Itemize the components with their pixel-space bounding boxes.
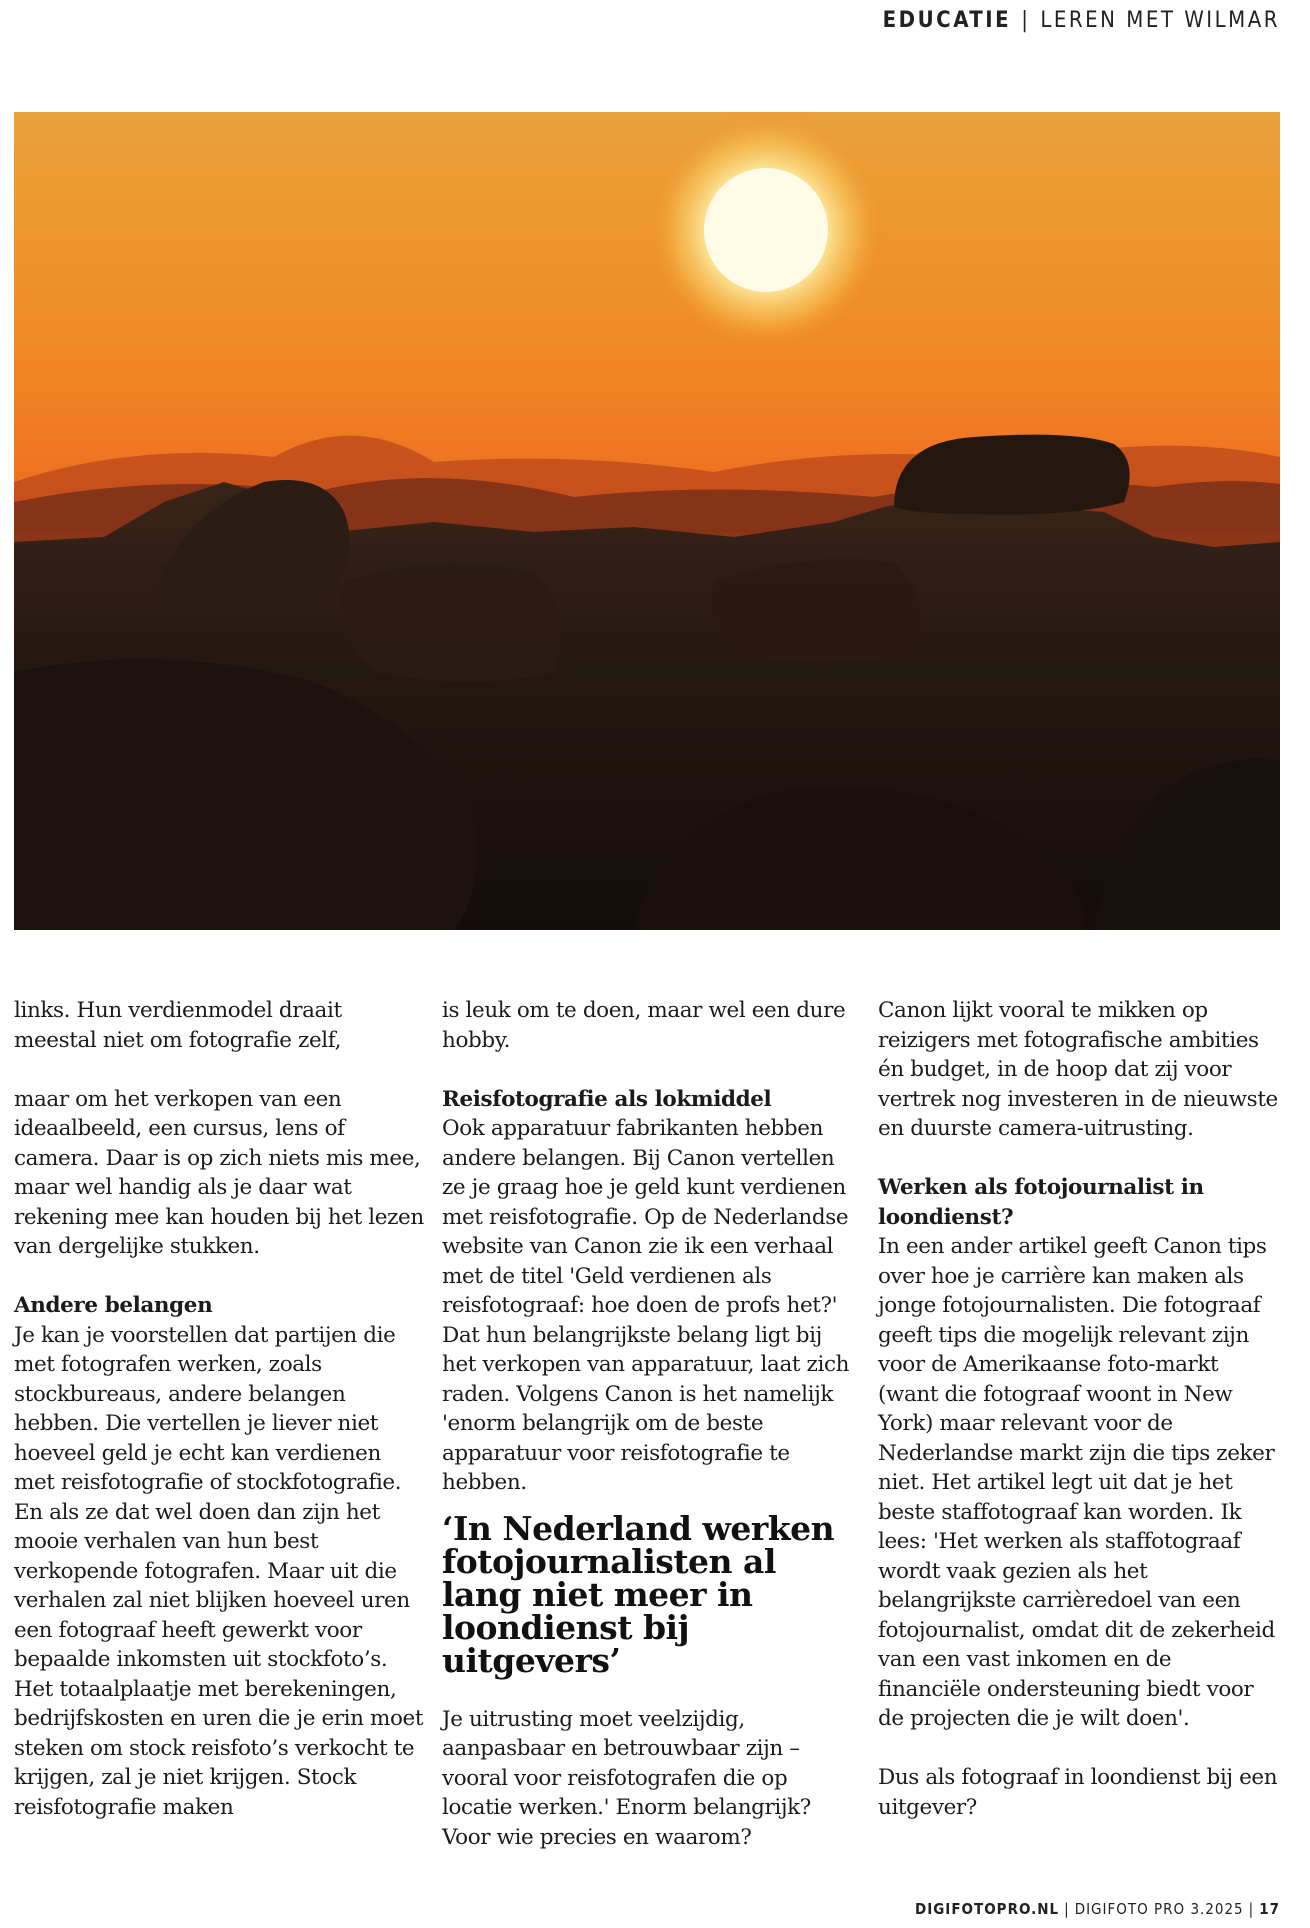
subheading-reisfotografie: Reisfotografie als lokmiddel [442,1086,772,1112]
subsection-label: LEREN MET WILMAR [1040,8,1280,33]
footer-separator-1: | [1064,1900,1070,1918]
footer-separator-2: | [1248,1900,1255,1918]
mid-boulder [342,564,561,682]
footer-magazine: DIGIFOTO PRO 3.2025 [1074,1900,1244,1918]
sunset-photo [14,112,1280,930]
section-label: EDUCATIE [882,8,1012,33]
col2-paragraph-2: Ook apparatuur fabrikanten hebben andere belangen. Bij Canon vertellen ze je graag hoe je geld kunt verdienen met reisfotografie. Op de Nederlandse website van Canon zie ik een verhaal met de titel 'Geld verdienen als reisfotograaf: hoe doen de profs het?' Dat hun belangrijkste belang ligt bij het verkopen van apparatuur, laat zich raden. Volgens Canon is het namelijk 'enorm belangrijk om de beste apparatuur voor reisfotografie te hebben. [442,1116,850,1495]
col1-paragraph-1: links. Hun verdienmodel draait meestal niet om fotografie zelf, [14,998,342,1053]
col2-paragraph-3: Je uitrusting moet veelzijdig, aanpasbaar en betrouwbaar zijn – vooral voor reisfotografen die op locatie werken.' Enorm belangrijk? Voor wie precies en waarom? [442,1706,811,1850]
mid-boulder-right [712,560,921,663]
running-header [883,8,1280,33]
subheading-andere-belangen: Andere belangen [14,1293,213,1318]
col1-paragraph-3: Je kan je voorstellen dat partijen die met fotografen werken, zoals stockbureaus, andere belangen hebben. Die vertellen je liever niet hoeveel geld je echt kan verdienen met reisfotografie of stockfotografie. En als ze dat wel doen dan zijn het mooie verhalen van hun best verkopende fotografen. Maar uit die verhalen zal niet blijken hoeveel uren een fotograaf heeft gewerkt voor bepaalde inkomsten uit stockfoto’s. Het totaalplaatje met berekeningen, bedrijfskosten en uren die je erin moet steken om stock reisfoto’s verkocht te krijgen, zal je niet krijgen. Stock reisfotografie maken [14,1322,424,1820]
sunset-landscape-image [14,112,1280,930]
col3-paragraph-1: Canon lijkt vooral te mikken op reizigers met fotografische ambities én budget, in de hoop dat zij voor vertrek nog investeren in de nieuwste en duurste camera-uitrusting. [878,998,1278,1141]
text-column-2 [442,996,852,1852]
sun [704,168,828,292]
page-number: 17 [1259,1900,1280,1918]
footer-site: DIGIFOTOPRO.NL [915,1900,1060,1918]
text-column-1 [14,996,426,1822]
col3-paragraph-2: In een ander artikel geeft Canon tips over hoe je carrière kan maken als jonge fotojournalisten. Die fotograaf geeft tips die mogelijk relevant zijn voor de Amerikaanse foto-markt (want die fotograaf woont in New York) maar relevant voor de Nederlandse markt zijn die tips zeker niet. Het artikel legt uit dat je het beste staffotograaf kan worden. Ik lees: 'Het werken als staffotograaf wordt vaak gezien als het belangrijkste carrièredoel van een fotojournalist, omdat dit de zekerheid van een vast inkomen en de financiële ondersteuning biedt voor de projecten die je wilt doen'. [878,1234,1275,1731]
subheading-fotojournalist: Werken als fotojournalist in loondienst? [878,1175,1204,1230]
col3-paragraph-3: Dus als fotograaf in loondienst bij een uitgever? [878,1765,1278,1820]
text-column-3 [878,996,1278,1822]
page-footer [915,1900,1280,1918]
col2-paragraph-1: is leuk om te doen, maar wel een dure hobby. [442,998,846,1053]
pull-quote: ‘In Nederland werken fotojournalisten al lang niet meer in loondienst bij uitgevers’ [442,1508,835,1680]
header-separator: | [1021,8,1031,33]
col1-paragraph-2: maar om het verkopen van een ideaalbeeld, een cursus, lens of camera. Daar is op zich niets mis mee, maar wel handig als je daar wat rekening mee kan houden bij het lezen van dergelijke stukken. [14,1086,424,1259]
